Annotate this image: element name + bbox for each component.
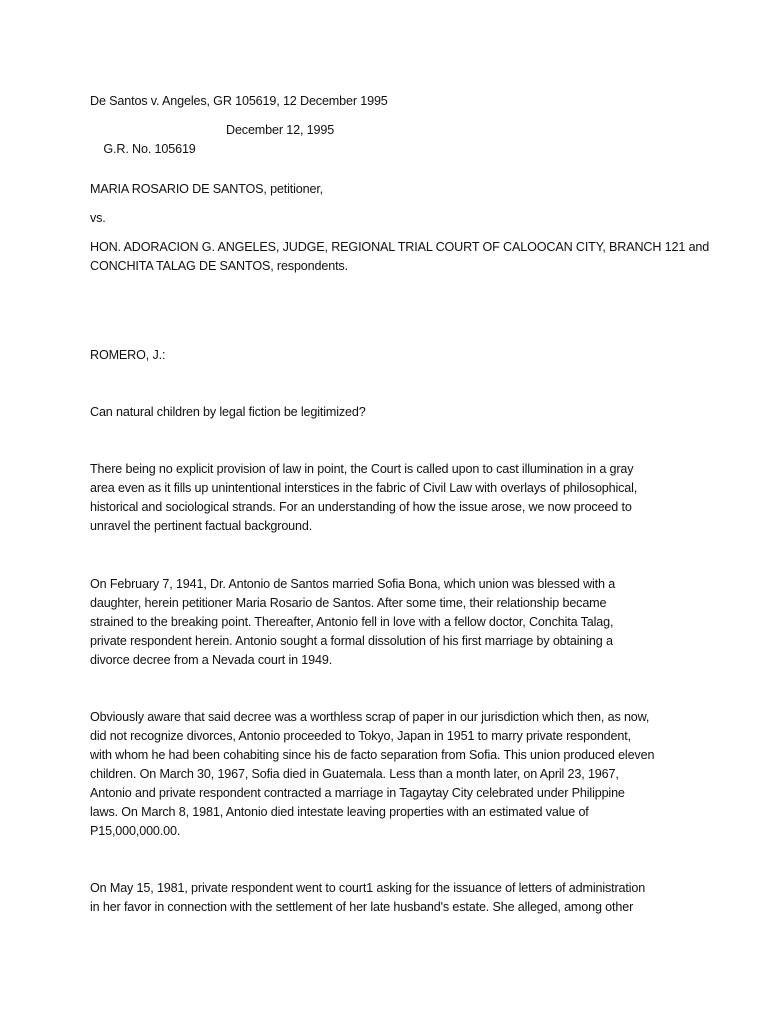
paragraph-line: unravel the pertinent factual background. xyxy=(90,519,313,533)
paragraph-line: P15,000,000.00. xyxy=(90,824,181,838)
paragraph-line: children. On March 30, 1967, Sofia died in Guatemala. Less than a month later, on April 23, 1967, xyxy=(90,767,619,781)
paragraph-line: laws. On March 8, 1981, Antonio died intestate leaving properties with an estimated value of xyxy=(90,805,589,819)
paragraph-line: with whom he had been cohabiting since his de facto separation from Sofia. This union produced eleven xyxy=(90,748,655,762)
paragraph-line: On February 7, 1941, Dr. Antonio de Santos married Sofia Bona, which union was blessed with a xyxy=(90,577,616,591)
paragraph-line: did not recognize divorces, Antonio proceeded to Tokyo, Japan in 1951 to marry private respondent, xyxy=(90,729,631,743)
petitioner: MARIA ROSARIO DE SANTOS, petitioner, xyxy=(90,182,324,196)
paragraph-line: historical and sociological strands. For an understanding of how the issue arose, we now proceed to xyxy=(90,500,632,514)
paragraph-2 xyxy=(90,575,680,670)
ponente: ROMERO, J.: xyxy=(90,348,166,362)
respondents xyxy=(90,238,710,276)
paragraph-line: area even as it fills up unintentional interstices in the fabric of Civil Law with overlays of philosophical, xyxy=(90,481,638,495)
paragraph-line: Obviously aware that said decree was a worthless scrap of paper in our jurisdiction which then, as now, xyxy=(90,710,650,724)
gr-number: G.R. No. 105619 xyxy=(103,142,196,156)
gr-date: December 12, 1995 xyxy=(226,123,335,137)
respondents-line: HON. ADORACION G. ANGELES, JUDGE, REGIONAL TRIAL COURT OF CALOOCAN CITY, BRANCH 121 and xyxy=(90,240,710,254)
paragraph-line: On May 15, 1981, private respondent went to court1 asking for the issuance of letters of administration xyxy=(90,881,646,895)
paragraph-1 xyxy=(90,460,680,536)
paragraph-line: daughter, herein petitioner Maria Rosario de Santos. After some time, their relationship became xyxy=(90,596,607,610)
paragraph-line: private respondent herein. Antonio sought a formal dissolution of his first marriage by obtaining a xyxy=(90,634,613,648)
paragraph-line: Antonio and private respondent contracted a marriage in Tagaytay City celebrated under Philippine xyxy=(90,786,625,800)
paragraph-line: strained to the breaking point. Thereafter, Antonio fell in love with a fellow doctor, Conchita Talag, xyxy=(90,615,614,629)
question: Can natural children by legal fiction be legitimized? xyxy=(90,405,366,419)
paragraph-4 xyxy=(90,879,680,917)
paragraph-line: There being no explicit provision of law in point, the Court is called upon to cast illumination in a gray xyxy=(90,462,634,476)
respondents-line: CONCHITA TALAG DE SANTOS, respondents. xyxy=(90,259,348,273)
paragraph-line: in her favor in connection with the settlement of her late husband's estate. She alleged, among other xyxy=(90,900,634,914)
versus: vs. xyxy=(90,211,106,225)
paragraph-line: divorce decree from a Nevada court in 1949. xyxy=(90,653,333,667)
paragraph-3 xyxy=(90,708,680,841)
case-title: De Santos v. Angeles, GR 105619, 12 December 1995 xyxy=(90,94,388,108)
